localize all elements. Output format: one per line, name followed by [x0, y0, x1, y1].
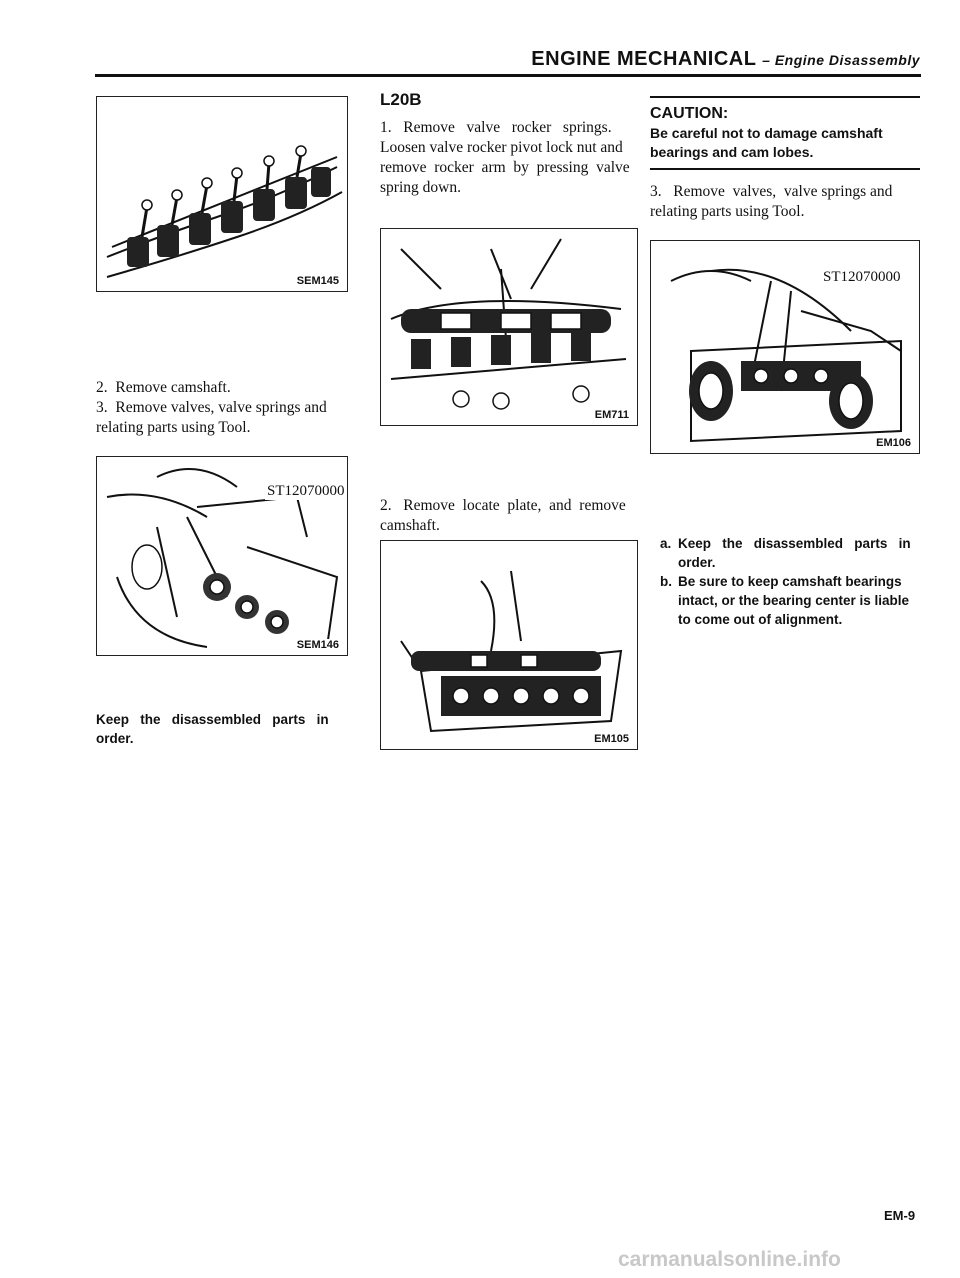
middle-step-2: 2. Remove locate plate, and remove camshaft. — [380, 497, 626, 534]
left-note: Keep the disassembled parts in order. — [96, 712, 329, 746]
rocker-spring-illustration — [381, 229, 637, 425]
middle-step-1: 1. Remove valve rocker springs. Loosen valve rocker pivot lock nut and remove rocker arm by pressing valve spring down. — [380, 119, 630, 196]
right-notes — [660, 534, 930, 629]
figure-label: SEM145 — [296, 275, 339, 287]
figure-em105 — [380, 540, 638, 750]
page-header — [531, 48, 920, 71]
model-heading: L20B — [380, 90, 422, 109]
note-b: b. Be sure to keep camshaft bearings intact, or the bearing center is liable to come out of alignment. — [660, 574, 910, 627]
note-a: a. Keep the disassembled parts in order. — [660, 536, 911, 570]
figure-sem145 — [96, 96, 348, 292]
right-step-3: 3. Remove valves, valve springs and relating parts using Tool. — [650, 183, 893, 220]
header-rule — [95, 74, 921, 77]
caution-bottom-rule — [650, 168, 920, 170]
step-3-cont: relating parts using Tool. — [96, 419, 251, 436]
figure-em711 — [380, 228, 638, 426]
caution-box: CAUTION: Be careful not to damage camshaft bearings and cam lobes. — [650, 104, 920, 162]
figure-label: EM105 — [594, 733, 629, 745]
caution-top-rule — [650, 96, 920, 98]
camshaft-removal-illustration — [381, 541, 637, 749]
figure-label: EM106 — [876, 437, 911, 449]
tool-number: ST12070000 — [267, 483, 345, 499]
watermark: carmanualsonline.info — [618, 1248, 841, 1271]
left-steps — [96, 378, 356, 438]
step-2: 2. Remove camshaft. — [96, 379, 231, 396]
caution-title: CAUTION: — [650, 105, 729, 122]
rocker-arm-illustration — [97, 97, 347, 291]
figure-em106 — [650, 240, 920, 454]
page-number: EM-9 — [884, 1208, 916, 1223]
step-3: 3. Remove valves, valve springs and — [96, 399, 327, 416]
header-subtitle: – Engine Disassembly — [762, 52, 920, 68]
figure-sem146 — [96, 456, 348, 656]
figure-label: EM711 — [594, 409, 629, 421]
header-title: ENGINE MECHANICAL — [531, 48, 757, 70]
figure-label: SEM146 — [296, 639, 339, 651]
tool-number: ST12070000 — [823, 269, 901, 285]
